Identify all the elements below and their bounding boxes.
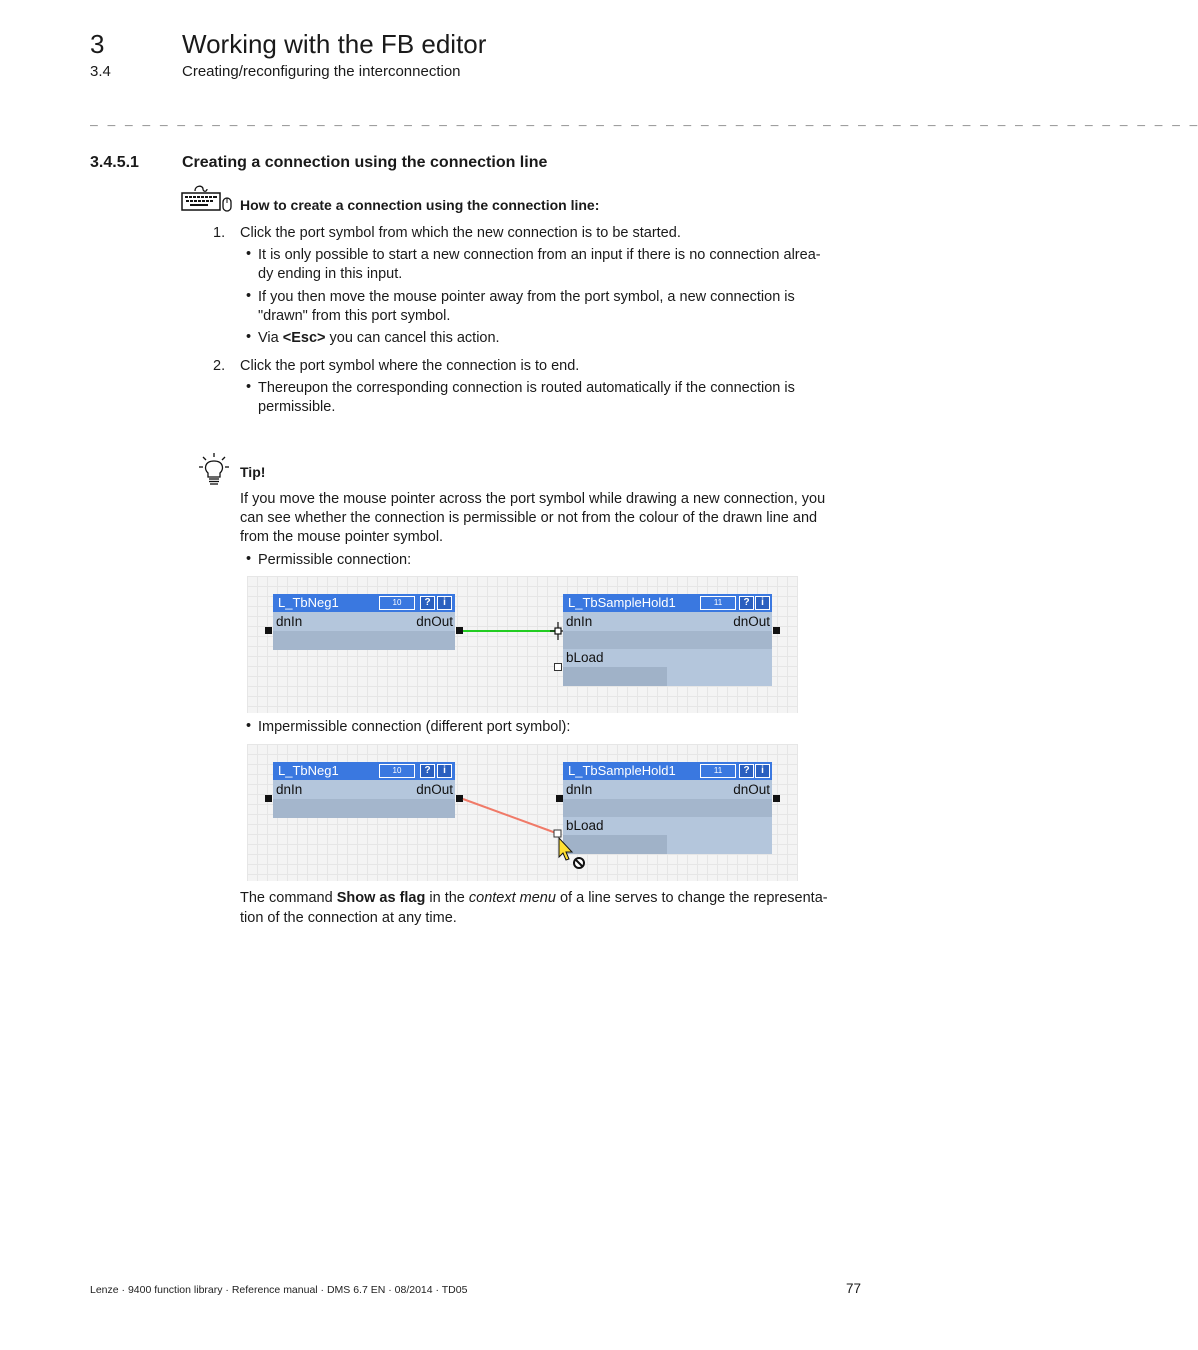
block-index-badge: 10 [379, 764, 415, 778]
header-rule: _ _ _ _ _ _ _ _ _ _ _ _ _ _ _ _ _ _ _ _ _ _ _ _ _ _ _ _ _ _ _ _ _ _ _ _ _ _ _ _ _ _ _ _ _ _ _ _ _ _ _ _ _ _ _ _ _ _ _ _ _ _ _ _ [90, 112, 1198, 127]
help-button[interactable]: ? [739, 764, 754, 778]
port-label-dnin: dnIn [566, 782, 593, 797]
block-header [563, 594, 772, 612]
section-number: 3.4 [90, 63, 111, 80]
port-label-dnout: dnOut [733, 614, 770, 629]
block-band [563, 631, 772, 649]
help-button[interactable]: ? [420, 596, 435, 610]
port-label-dnout: dnOut [416, 614, 453, 629]
page-number: 77 [846, 1281, 862, 1296]
function-block-l-tbsamplehold1[interactable] [563, 594, 772, 686]
esc-key-label: <Esc> [282, 330, 326, 346]
block-name: L_TbNeg1 [278, 763, 339, 778]
block-band [563, 667, 667, 686]
show-as-flag-command: Show as flag [336, 890, 426, 906]
output-port-dnout[interactable] [773, 627, 780, 634]
step-number: 1. [213, 225, 226, 241]
keyboard-mouse-icon [181, 183, 233, 213]
help-button[interactable]: ? [739, 596, 754, 610]
list-item: Thereupon the corresponding connection is routed automatically if the connection is permissible. [258, 380, 795, 415]
info-button[interactable]: i [755, 764, 770, 778]
tip-label: Tip! [240, 464, 266, 480]
howto-label: How to create a connection using the connection line: [240, 197, 600, 213]
bullet-dot: • [246, 379, 252, 395]
section-title: Creating/reconfiguring the interconnection [182, 63, 461, 80]
chapter-number: 3 [90, 29, 105, 59]
bullet-dot: • [246, 551, 252, 567]
step-number: 2. [213, 358, 226, 374]
list-item: Impermissible connection (different port symbol): [258, 719, 571, 735]
port-label-bload: bLoad [566, 650, 604, 665]
bullet-dot: • [246, 329, 252, 345]
info-button[interactable]: i [437, 596, 452, 610]
footer-text: Lenze · 9400 function library · Reference manual · DMS 6.7 EN · 08/2014 · TD05 [90, 1284, 468, 1296]
block-name: L_TbSampleHold1 [568, 763, 676, 778]
bullet-dot: • [246, 718, 252, 734]
closing-paragraph: The command Show as flag in the context menu of a line serves to change the representa- tion of the connection at any time. [240, 890, 828, 926]
bullet-dot: • [246, 288, 252, 304]
port-label-dnin: dnIn [566, 614, 593, 629]
block-name: L_TbNeg1 [278, 595, 339, 610]
block-index-badge: 10 [379, 596, 415, 610]
help-button[interactable]: ? [420, 764, 435, 778]
list-item: If you then move the mouse pointer away from the port symbol, a new connection is "drawn" from this port symbol. [258, 289, 795, 324]
context-menu-term: context menu [468, 890, 556, 906]
info-button[interactable]: i [755, 596, 770, 610]
subsection-number: 3.4.5.1 [90, 154, 139, 171]
port-label-dnout: dnOut [733, 782, 770, 797]
lightbulb-icon [197, 452, 231, 486]
impermissible-connection-diagram [247, 744, 798, 881]
list-item: It is only possible to start a new connection from an input if there is no connection alrea- dy ending in this input. [258, 247, 821, 282]
step-text: Click the port symbol where the connection is to end. [240, 358, 580, 374]
info-button[interactable]: i [437, 764, 452, 778]
block-index-badge: 11 [700, 764, 736, 778]
list-item: Permissible connection: [258, 552, 412, 568]
input-port-bload[interactable] [554, 663, 562, 671]
step-text: Click the port symbol from which the new connection is to be started. [240, 225, 681, 241]
port-label-bload: bLoad [566, 818, 604, 833]
connection-line [247, 744, 798, 881]
subsection-title: Creating a connection using the connection line [182, 154, 548, 171]
list-item: Via <Esc> you can cancel this action. [258, 330, 500, 346]
permissible-connection-diagram [247, 576, 798, 713]
tip-paragraph: If you move the mouse pointer across the port symbol while drawing a new connection, you can see whether the connection is permissible or not from the colour of the drawn line and from the mouse pointer symbol. [240, 491, 826, 545]
port-label-dnin: dnIn [276, 782, 303, 797]
chapter-title: Working with the FB editor [182, 29, 487, 59]
bullet-dot: • [246, 246, 252, 262]
block-name: L_TbSampleHold1 [568, 595, 676, 610]
block-index-badge: 11 [700, 596, 736, 610]
port-label-dnout: dnOut [416, 782, 453, 797]
port-label-dnin: dnIn [276, 614, 303, 629]
